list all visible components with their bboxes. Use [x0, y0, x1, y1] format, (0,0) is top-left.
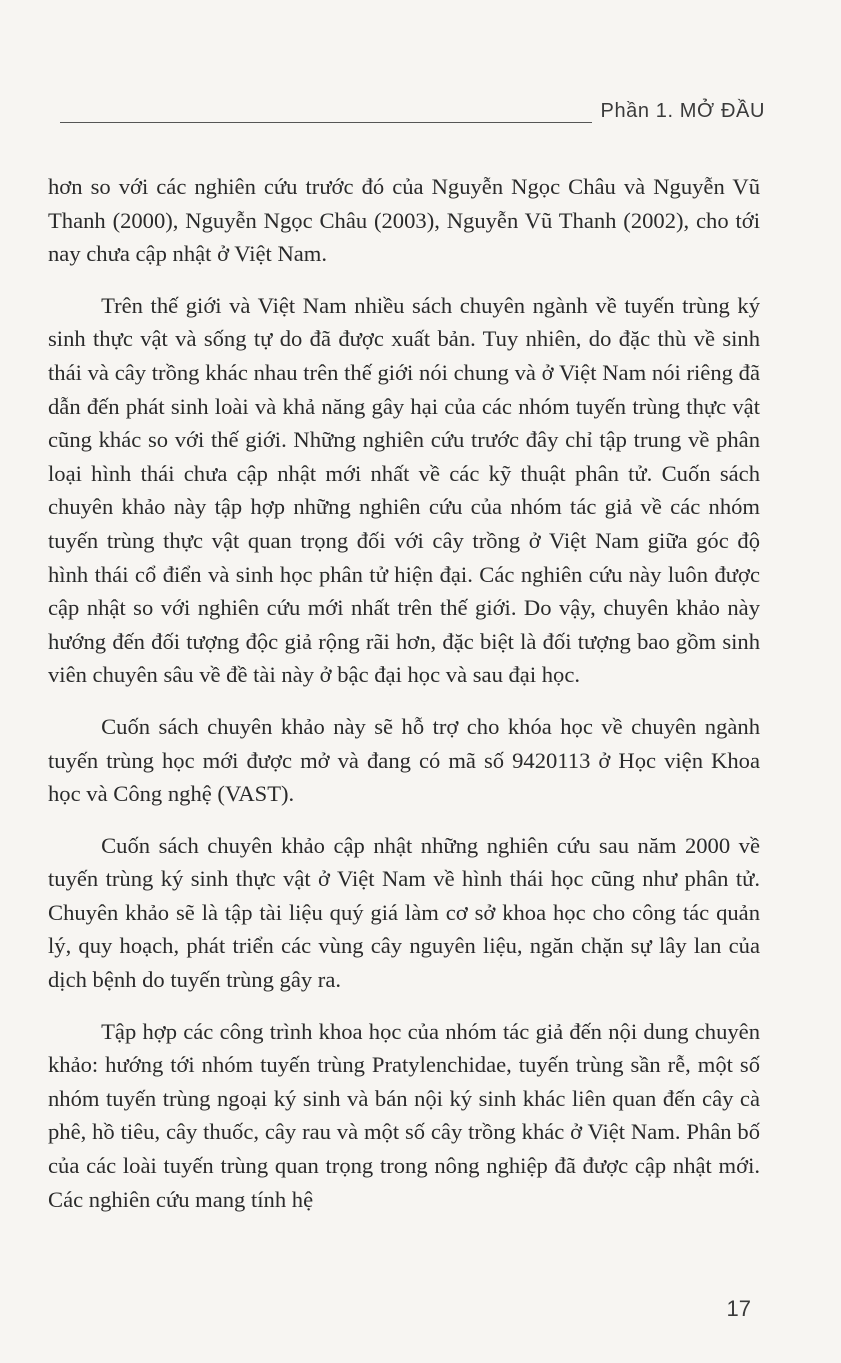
paragraph: Cuốn sách chuyên khảo này sẽ hỗ trợ cho khóa học về chuyên ngành tuyến trùng học mới được mở và đang có mã số 9420113 ở Học viện Khoa học và Công nghệ (VAST). [48, 713, 760, 807]
section-title: Phần 1. MỞ ĐẦU [600, 100, 765, 122]
paragraph-continuation: hơn so với các nghiên cứu trước đó của Nguyễn Ngọc Châu và Nguyễn Vũ Thanh (2000), Nguyễn Ngọc Châu (2003), Nguyễn Vũ Thanh (2002), cho tới nay chưa cập nhật ở Việt Nam. [48, 174, 760, 267]
paragraph: Cuốn sách chuyên khảo cập nhật những nghiên cứu sau năm 2000 về tuyến trùng ký sinh thực vật ở Việt Nam về hình thái học cũng như phân tử. Chuyên khảo sẽ là tập tài liệu quý giá làm cơ sở khoa học cho công tác quản lý, quy hoạch, phát triển các vùng cây nguyên liệu, ngăn chặn sự lây lan của dịch bệnh do tuyến trùng gây ra. [48, 832, 760, 993]
body-text [48, 170, 760, 1234]
header-rule [60, 122, 592, 123]
running-header [60, 96, 765, 130]
paragraph: Tập hợp các công trình khoa học của nhóm tác giả đến nội dung chuyên khảo: hướng tới nhóm tuyến trùng Pratylenchidae, tuyến trùng sần rễ, một số nhóm tuyến trùng ngoại ký sinh và bán nội ký sinh khác liên quan đến cây cà phê, hồ tiêu, cây thuốc, cây rau và một số cây trồng khác ở Việt Nam. Phân bố của các loài tuyến trùng quan trọng trong nông nghiệp đã được cập nhật mới. Các nghiên cứu mang tính hệ [48, 1018, 760, 1212]
page-number: 17 [726, 1296, 751, 1321]
paragraph: Trên thế giới và Việt Nam nhiều sách chuyên ngành về tuyến trùng ký sinh thực vật và sống tự do đã được xuất bản. Tuy nhiên, do đặc thù về sinh thái và cây trồng khác nhau trên thế giới nói chung và ở Việt Nam nói riêng đã dẫn đến phát sinh loài và khả năng gây hại của các nhóm tuyến trùng thực vật cũng khác so với thế giới. Những nghiên cứu trước đây chỉ tập trung về phân loại hình thái chưa cập nhật mới nhất về các kỹ thuật phân tử. Cuốn sách chuyên khảo này tập hợp những nghiên cứu của nhóm tác giả về các nhóm tuyến trùng thực vật quan trọng đối với cây trồng ở Việt Nam giữa góc độ hình thái cổ điển và sinh học phân tử hiện đại. Các nghiên cứu này luôn được cập nhật so với nghiên cứu mới nhất trên thế giới. Do vậy, chuyên khảo này hướng đến đối tượng độc giả rộng rãi hơn, đặc biệt là đối tượng bao gồm sinh viên chuyên sâu về đề tài này ở bậc đại học và sau đại học. [48, 292, 760, 688]
